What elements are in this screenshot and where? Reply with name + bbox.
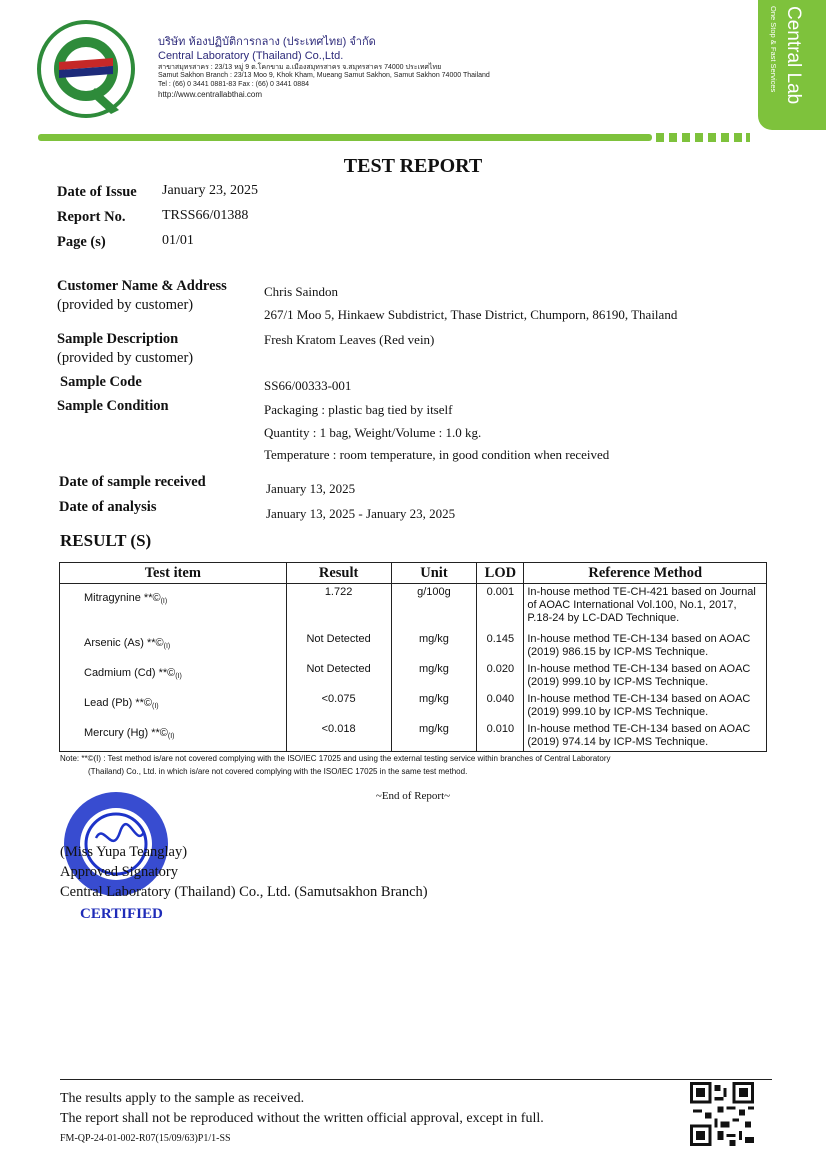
company-logo xyxy=(35,18,137,120)
issue-date-value: January 23, 2025 xyxy=(162,183,259,198)
test-item-suffix: (I) xyxy=(163,643,171,650)
company-header xyxy=(158,36,490,100)
test-item-name: Lead (Pb) **© xyxy=(84,697,153,709)
analysis-date-value: January 13, 2025 - January 23, 2025 xyxy=(266,506,456,521)
form-code: FM-QP-24-01-002-R07(15/09/63)P1/1-SS xyxy=(60,1133,231,1144)
footer xyxy=(60,1089,544,1149)
header-green-bar xyxy=(38,134,652,141)
company-name-thai: บริษัท ห้องปฏิบัติการกลาง (ประเทศไทย) จำกัด xyxy=(158,36,376,48)
unit-cell: mg/kg xyxy=(391,721,477,752)
sample-quantity: Quantity : 1 bag, Weight/Volume : 1.0 kg. xyxy=(264,425,482,440)
test-item-cell xyxy=(60,584,287,632)
qr-code-icon xyxy=(690,1082,754,1146)
test-item-cell xyxy=(60,691,287,721)
end-of-report: ~End of Report~ xyxy=(375,790,451,802)
brand-tab-subtitle: One Stop & Fast Services xyxy=(769,6,778,93)
report-number-label: Report No. xyxy=(57,209,126,225)
signatory-block xyxy=(60,842,428,902)
column-header-unit: Unit xyxy=(391,563,477,584)
reference-method-cell: In-house method TE-CH-134 based on AOAC (2019) 999.10 by ICP-MS Technique. xyxy=(524,661,767,691)
phone-fax: Tel : (66) 0 3441 0881-83 Fax : (66) 0 3441 0884 xyxy=(158,81,309,88)
received-date-value: January 13, 2025 xyxy=(266,481,356,496)
reference-method-cell: In-house method TE-CH-134 based on AOAC (2019) 974.14 by ICP-MS Technique. xyxy=(524,721,767,752)
test-item-cell xyxy=(60,631,287,661)
test-item-suffix: (I) xyxy=(152,703,159,710)
table-header-row xyxy=(60,563,767,584)
column-header-lod: LOD xyxy=(477,563,524,584)
sample-packaging: Packaging : plastic bag tied by itself xyxy=(264,402,453,417)
test-item-name: Mitragynine **© xyxy=(84,592,161,604)
sample-provided-note: (provided by customer) xyxy=(57,350,194,366)
column-header-result: Result xyxy=(286,563,391,584)
result-cell: <0.075 xyxy=(286,691,391,721)
report-number-value: TRSS66/01388 xyxy=(162,208,249,223)
test-item-suffix: (I) xyxy=(167,733,175,740)
lod-cell: 0.010 xyxy=(477,721,524,752)
result-cell: 1.722 xyxy=(286,584,391,632)
test-item-suffix: (I) xyxy=(160,598,168,605)
table-row xyxy=(60,661,767,691)
table-row xyxy=(60,721,767,752)
sample-description-value: Fresh Kratom Leaves (Red vein) xyxy=(264,332,435,347)
unit-cell: g/100g xyxy=(391,584,477,632)
column-header-reference-method: Reference Method xyxy=(524,563,767,584)
table-row xyxy=(60,584,767,632)
column-header-test-item: Test item xyxy=(60,563,287,584)
issue-date-label: Date of Issue xyxy=(57,184,137,200)
table-note xyxy=(60,752,611,778)
test-item-suffix: (I) xyxy=(175,673,182,680)
unit-cell: mg/kg xyxy=(391,691,477,721)
reference-method-cell: In-house method TE-CH-134 based on AOAC (2019) 986.15 by ICP-MS Technique. xyxy=(524,631,767,661)
note-label: Note: xyxy=(60,754,80,763)
brand-tab-title: Central Lab xyxy=(783,6,804,105)
sample-condition-label: Sample Condition xyxy=(57,398,169,414)
result-cell: <0.018 xyxy=(286,721,391,752)
company-name-english: Central Laboratory (Thailand) Co.,Ltd. xyxy=(158,49,344,62)
signatory-organization: Central Laboratory (Thailand) Co., Ltd. (Samutsakhon Branch) xyxy=(60,884,428,900)
customer-address: 267/1 Moo 5, Hinkaew Subdistrict, Thase District, Chumporn, 86190, Thailand xyxy=(264,307,678,322)
customer-name: Chris Saindon xyxy=(264,284,339,299)
signatory-role: Approved Signatory xyxy=(60,864,178,880)
customer-label: Customer Name & Address xyxy=(57,278,227,294)
header-dashes xyxy=(656,133,750,142)
page-value: 01/01 xyxy=(162,233,194,248)
results-heading: RESULT (S) xyxy=(60,531,152,550)
received-date-label: Date of sample received xyxy=(59,474,206,490)
note-line-2: (Thailand) Co., Ltd. in which is/are not covered complying with the ISO/IEC 17025 in the same test method. xyxy=(88,767,468,776)
lod-cell: 0.001 xyxy=(477,584,524,632)
lod-cell: 0.145 xyxy=(477,631,524,661)
lod-cell: 0.040 xyxy=(477,691,524,721)
report-title: TEST REPORT xyxy=(343,155,483,177)
sample-description-label: Sample Description xyxy=(57,331,179,347)
result-cell: Not Detected xyxy=(286,631,391,661)
analysis-date-label: Date of analysis xyxy=(59,499,157,515)
sample-code-label: Sample Code xyxy=(60,374,142,390)
brand-tab xyxy=(758,0,826,130)
sample-temperature: Temperature : room temperature, in good condition when received xyxy=(264,447,610,462)
sample-code-value: SS66/00333-001 xyxy=(264,378,352,393)
customer-provided-note: (provided by customer) xyxy=(57,297,194,313)
signatory-name: (Miss Yupa Teanglay) xyxy=(60,844,188,860)
footer-divider xyxy=(60,1079,772,1080)
page-label: Page (s) xyxy=(57,234,106,250)
test-item-cell xyxy=(60,661,287,691)
table-row xyxy=(60,691,767,721)
reference-method-cell: In-house method TE-CH-134 based on AOAC (2019) 999.10 by ICP-MS Technique. xyxy=(524,691,767,721)
branch-address-english: Samut Sakhon Branch : 23/13 Moo 9, Khok Kham, Mueang Samut Sakhon, Samut Sakhon 74000 Thailand xyxy=(158,72,490,80)
lod-cell: 0.020 xyxy=(477,661,524,691)
branch-address-thai: สาขาสมุทรสาคร : 23/13 หมู่ 9 ต.โคกขาม อ.เมืองสมุทรสาคร จ.สมุทรสาคร 74000 ประเทศไทย xyxy=(158,63,442,71)
website-link[interactable]: http://www.centrallabthai.com xyxy=(158,89,263,99)
table-row xyxy=(60,631,767,661)
test-item-name: Arsenic (As) **© xyxy=(84,637,164,649)
unit-cell: mg/kg xyxy=(391,661,477,691)
note-line-1: **©(I) : Test method is/are not covered complying with the ISO/IEC 17025 and using the external testing service within branches of Central Laboratory xyxy=(81,754,611,763)
reference-method-cell: In-house method TE-CH-421 based on Journal of AOAC International Vol.100, No.1, 2017, P.18-24 by LC-DAD Technique. xyxy=(524,584,767,632)
test-item-name: Mercury (Hg) **© xyxy=(84,727,168,739)
unit-cell: mg/kg xyxy=(391,631,477,661)
result-cell: Not Detected xyxy=(286,661,391,691)
footer-line-2: The report shall not be reproduced without the written official approval, except in full. xyxy=(60,1111,544,1126)
certified-stamp-text: CERTIFIED xyxy=(80,906,163,922)
results-table xyxy=(59,562,767,752)
footer-line-1: The results apply to the sample as received. xyxy=(60,1091,305,1106)
test-item-cell xyxy=(60,721,287,752)
test-item-name: Cadmium (Cd) **© xyxy=(84,667,176,679)
